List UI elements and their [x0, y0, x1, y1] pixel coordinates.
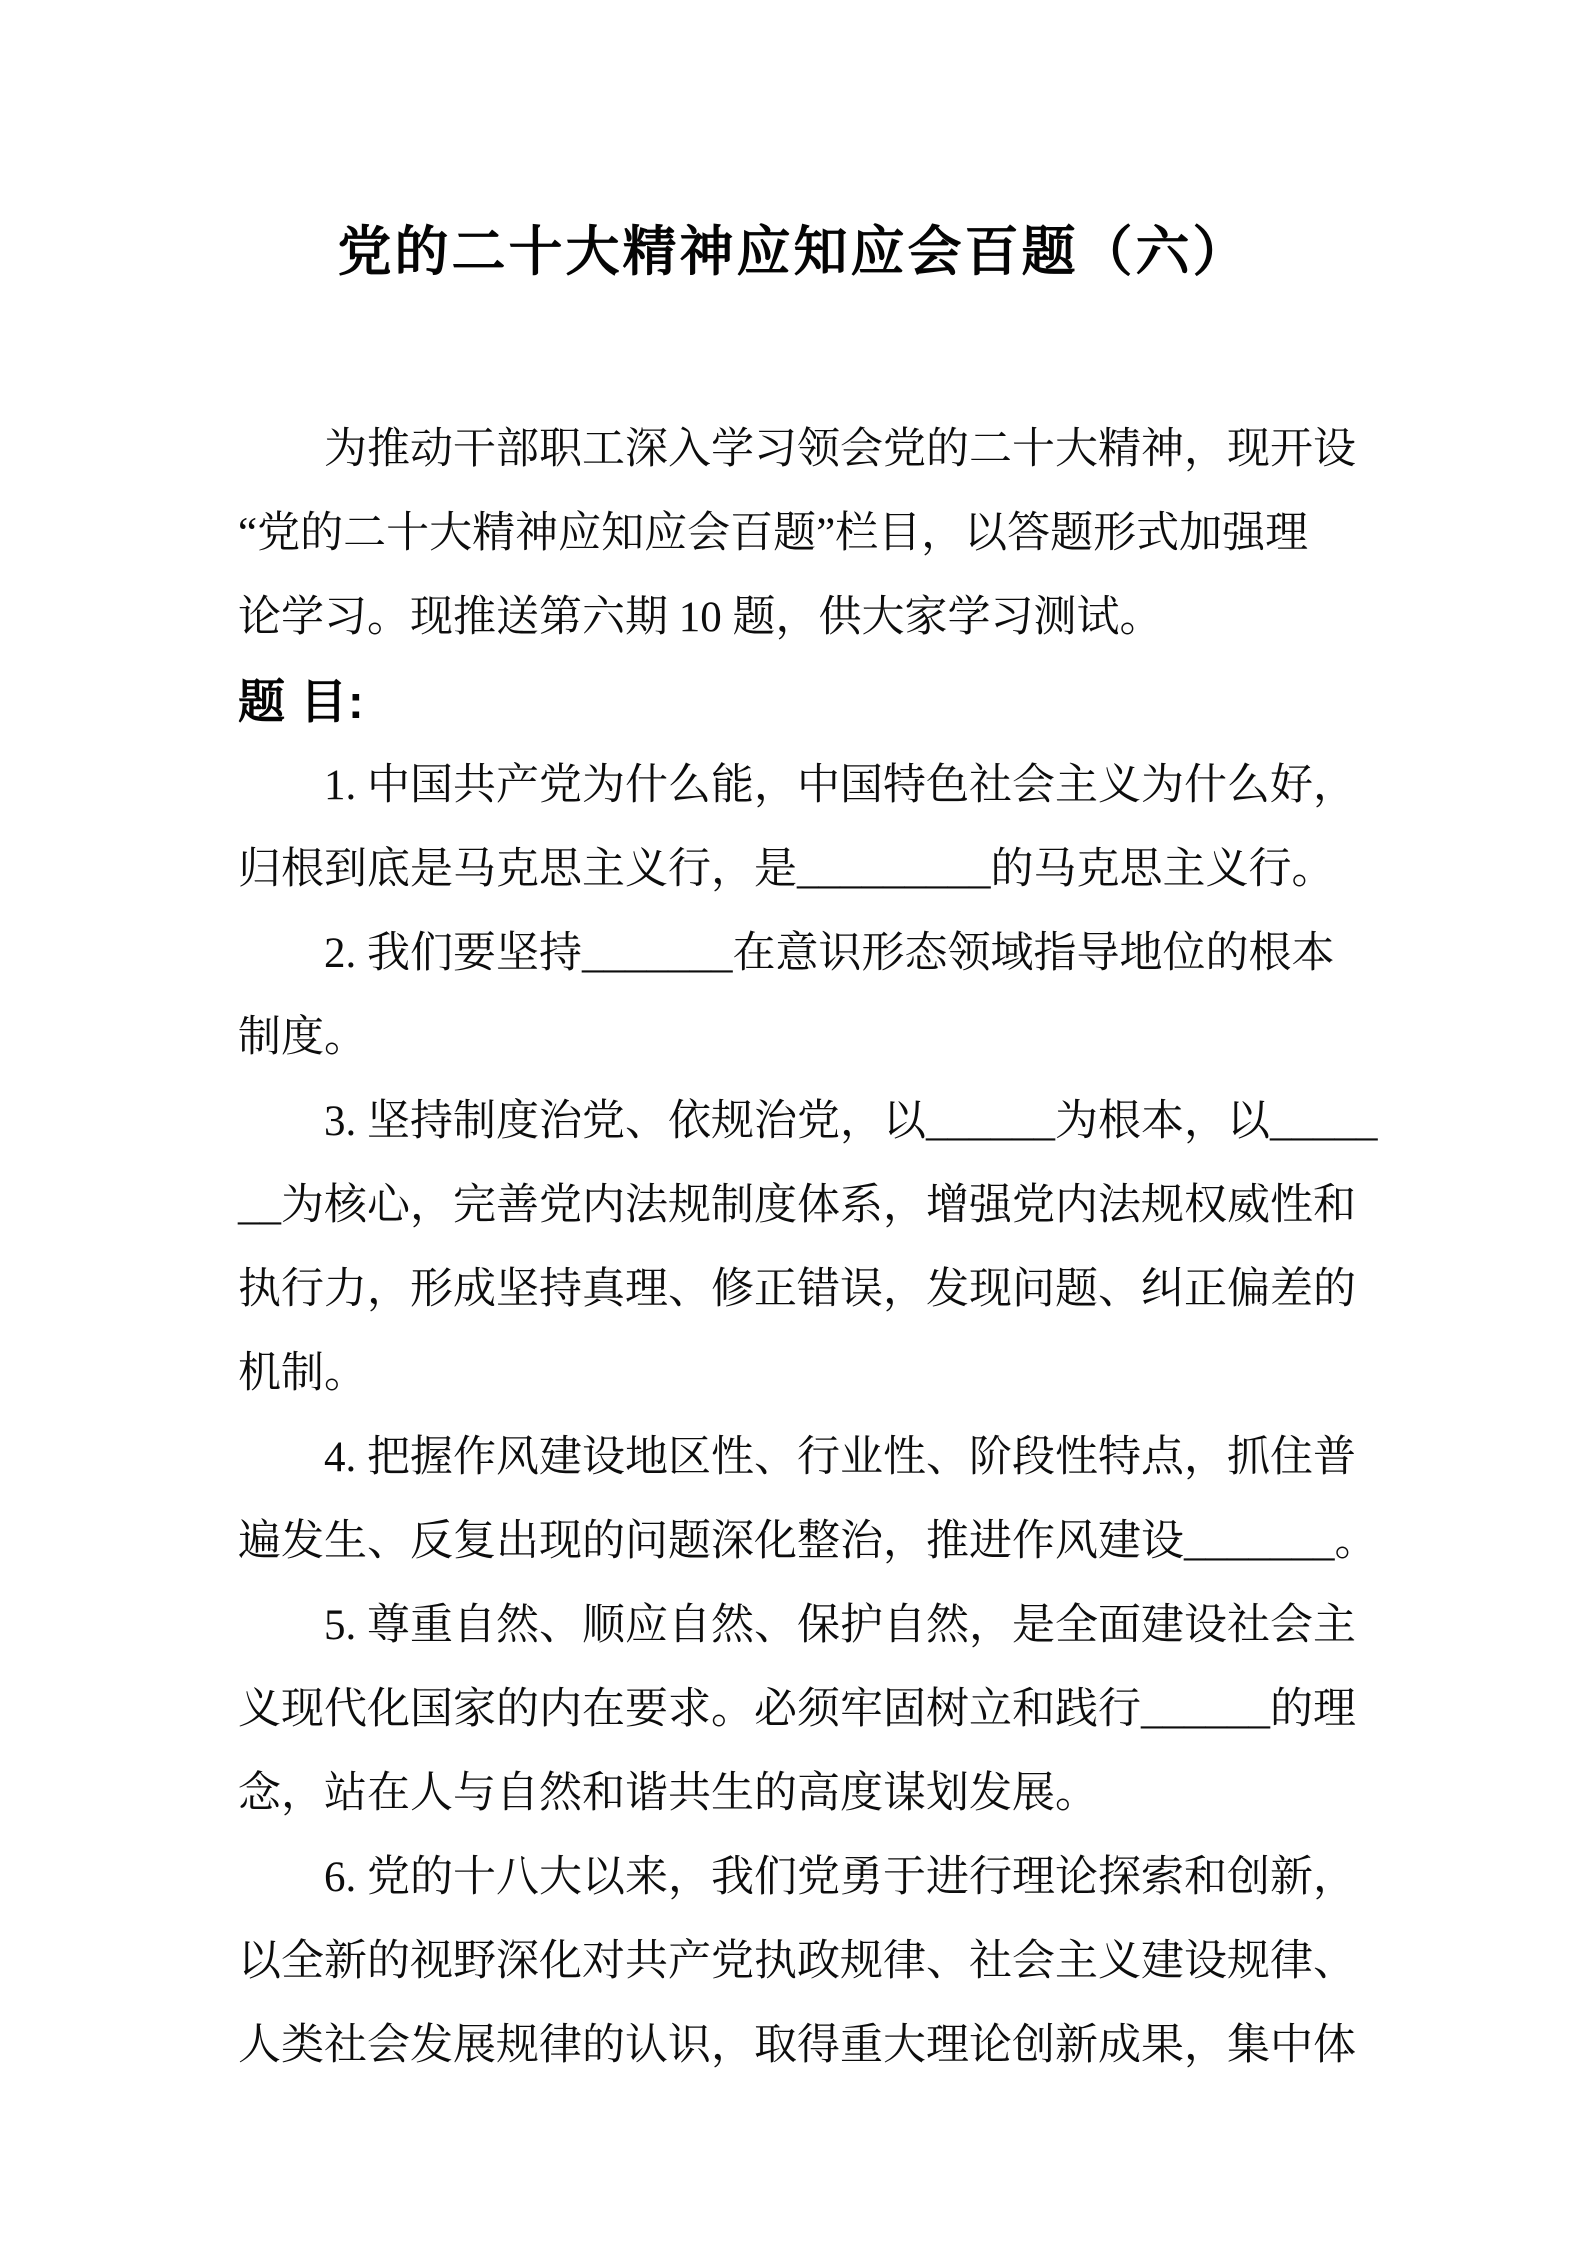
question-line: 义现代化国家的内在要求。必须牢固树立和践行______的理 — [238, 1686, 1356, 1733]
question-line: 5. 尊重自然、顺应自然、保护自然，是全面建设社会主 — [324, 1602, 1356, 1649]
question-line: __为核心，完善党内法规制度体系，增强党内法规权威性和 — [238, 1182, 1356, 1229]
question-4 — [238, 1416, 1378, 1584]
question-line: 执行力，形成坚持真理、修正错误，发现问题、纠正偏差的 — [238, 1266, 1356, 1313]
intro-line: “党的二十大精神应知应会百题”栏目，以答题形式加强理 — [238, 510, 1309, 557]
document-body — [238, 408, 1378, 2088]
question-line: 3. 坚持制度治党、依规治党，以______为根本，以_____ — [324, 1098, 1378, 1145]
question-line: 4. 把握作风建设地区性、行业性、阶段性特点，抓住普 — [324, 1434, 1356, 1481]
question-line: 制度。 — [238, 1014, 367, 1061]
question-5 — [238, 1584, 1370, 1836]
document-title: 党的二十大精神应知应会百题（六） — [337, 222, 1250, 282]
question-line: 6. 党的十八大以来，我们党勇于进行理论探索和创新， — [324, 1854, 1356, 1901]
intro-line: 论学习。现推送第六期 10 题，供大家学习测试。 — [238, 594, 1163, 641]
question-line: 遍发生、反复出现的问题深化整治，推进作风建设_______。 — [238, 1518, 1378, 1565]
question-1 — [238, 744, 1370, 912]
question-3 — [238, 1080, 1378, 1416]
question-line: 1. 中国共产党为什么能，中国特色社会主义为什么好， — [324, 762, 1356, 809]
section-heading: 题 目: — [238, 675, 365, 728]
question-6 — [238, 1836, 1370, 2088]
intro-paragraph — [238, 408, 1370, 660]
question-line: 机制。 — [238, 1350, 367, 1397]
question-line: 以全新的视野深化对共产党执政规律、社会主义建设规律、 — [238, 1938, 1356, 1985]
question-line: 归根到底是马克思主义行，是_________的马克思主义行。 — [238, 846, 1335, 893]
question-line: 人类社会发展规律的认识，取得重大理论创新成果，集中体 — [238, 2022, 1356, 2069]
question-line: 念，站在人与自然和谐共生的高度谋划发展。 — [238, 1770, 1098, 1817]
question-2 — [238, 912, 1370, 1080]
question-line: 2. 我们要坚持_______在意识形态领域指导地位的根本 — [324, 930, 1335, 977]
intro-line: 为推动干部职工深入学习领会党的二十大精神，现开设 — [324, 426, 1356, 473]
